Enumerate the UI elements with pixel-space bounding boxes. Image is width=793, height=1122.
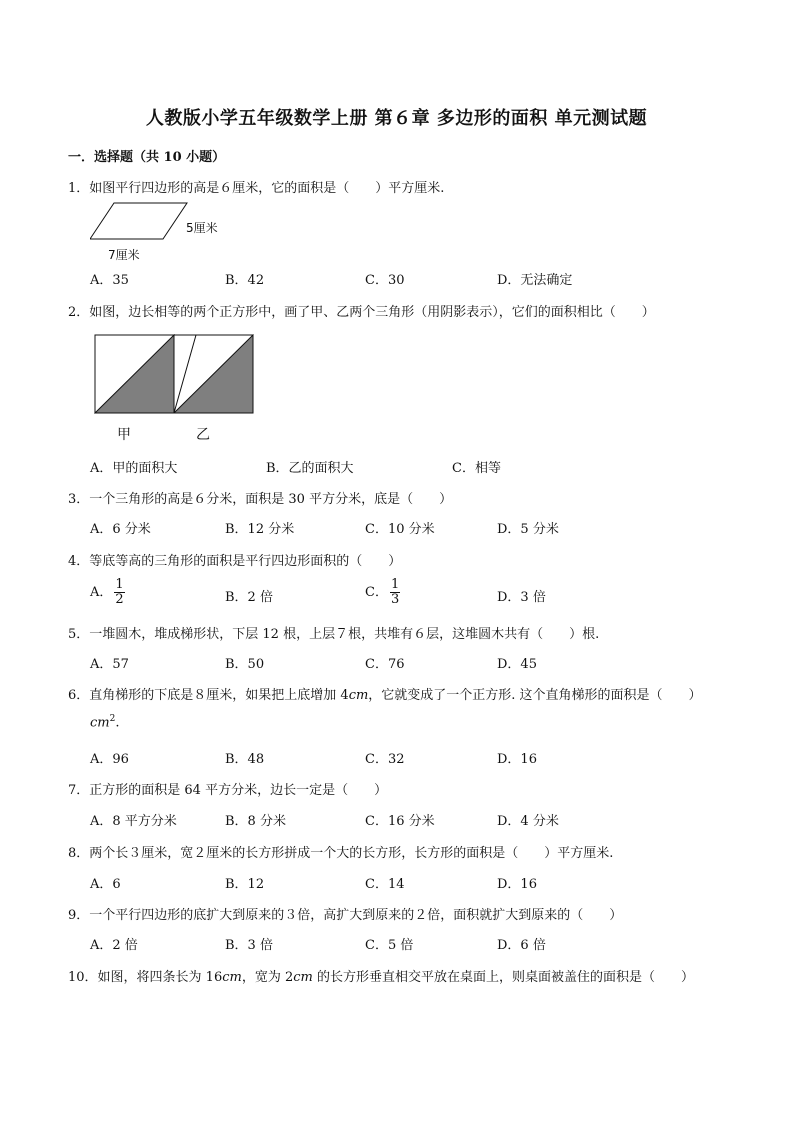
- q6-area-exponent: 2: [109, 714, 116, 724]
- q6-option-c[interactable]: C．32: [365, 752, 405, 767]
- q10-text-part2: ，宽为 2: [241, 970, 294, 985]
- squares-triangles-figure: [94, 334, 256, 416]
- section-heading: 一．选择题（共 10 小题）: [68, 150, 226, 165]
- q4-option-c[interactable]: [365, 578, 400, 607]
- q8-option-a[interactable]: A．6: [90, 877, 121, 892]
- q10-unit-1: cm: [222, 970, 242, 985]
- q6-text-part1: 6．直角梯形的下底是８厘米，如果把上底增加 4: [68, 688, 349, 703]
- q4-option-a-prefix: A．: [90, 585, 113, 600]
- q6-option-d[interactable]: D．16: [497, 752, 537, 767]
- question-9: 9．一个平行四边形的底扩大到原来的３倍，高扩大到原来的２倍，面积就扩大到原来的（ ）: [68, 908, 623, 923]
- question-10: [68, 966, 694, 985]
- q4-option-a[interactable]: [90, 578, 125, 607]
- q10-unit-2: cm: [293, 970, 313, 985]
- question-3: 3．一个三角形的高是６分米，面积是 30 平方分米，底是（ ）: [68, 492, 453, 507]
- q1-option-a[interactable]: A．35: [90, 273, 129, 288]
- q9-option-c[interactable]: C．5 倍: [365, 938, 414, 953]
- question-2: 2．如图，边长相等的两个正方形中，画了甲、乙两个三角形（用阴影表示），它们的面积相比（ ）: [68, 305, 655, 320]
- fraction-denominator: 3: [390, 592, 400, 607]
- q6-text-part2: ，它就变成了一个正方形. 这个直角梯形的面积是（ ）: [368, 688, 702, 703]
- fraction-numerator: 1: [390, 577, 400, 592]
- fraction-one-half: [114, 578, 124, 607]
- q6-option-a[interactable]: A．96: [90, 752, 129, 767]
- q7-option-c[interactable]: C．16 分米: [365, 814, 435, 829]
- q2-option-a[interactable]: A．甲的面积大: [90, 461, 178, 476]
- q6-option-b[interactable]: B．48: [225, 752, 265, 767]
- parallelogram-base-label: 7厘米: [108, 248, 140, 262]
- q10-text-part1: 10．如图，将四条长为 16: [68, 970, 223, 985]
- q5-option-a[interactable]: A．57: [90, 657, 129, 672]
- q6-area-unit: cm: [90, 715, 110, 731]
- q1-option-c[interactable]: C．30: [365, 273, 405, 288]
- q7-option-b[interactable]: B．8 分米: [225, 814, 286, 829]
- label-jia: 甲: [117, 427, 131, 443]
- q8-option-d[interactable]: D．16: [497, 877, 537, 892]
- q9-option-a[interactable]: A．2 倍: [90, 938, 138, 953]
- question-6-line2: [90, 714, 119, 730]
- q1-option-d[interactable]: D．无法确定: [497, 273, 573, 288]
- q6-unit: cm: [348, 688, 369, 703]
- q8-option-b[interactable]: B．12: [225, 877, 265, 892]
- parallelogram-figure: [90, 200, 190, 244]
- q3-option-a[interactable]: A．6 分米: [90, 522, 151, 537]
- triangle-jia: [95, 335, 174, 413]
- parallelogram-side-label: 5厘米: [186, 221, 218, 235]
- fraction-numerator: 1: [115, 577, 124, 592]
- question-1: 1．如图平行四边形的高是６厘米，它的面积是（ ）平方厘米.: [68, 181, 445, 196]
- page-title: 人教版小学五年级数学上册 第６章 多边形的面积 单元测试题: [145, 108, 648, 129]
- q3-option-d[interactable]: D．5 分米: [497, 522, 559, 537]
- q1-option-b[interactable]: B．42: [225, 273, 265, 288]
- q5-option-c[interactable]: C．76: [365, 657, 405, 672]
- label-yi: 乙: [196, 427, 210, 443]
- q4-option-d[interactable]: D．3 倍: [497, 590, 546, 605]
- q9-option-d[interactable]: D．6 倍: [497, 938, 546, 953]
- q3-option-c[interactable]: C．10 分米: [365, 522, 435, 537]
- q8-option-c[interactable]: C．14: [365, 877, 405, 892]
- question-8: 8．两个长３厘米，宽２厘米的长方形拼成一个大的长方形，长方形的面积是（ ）平方厘米.: [68, 846, 614, 861]
- q4-option-c-prefix: C．: [365, 585, 388, 600]
- q9-option-b[interactable]: B．3 倍: [225, 938, 273, 953]
- q7-option-d[interactable]: D．4 分米: [497, 814, 559, 829]
- q6-line2-end: .: [115, 715, 120, 731]
- question-7: 7．正方形的面积是 64 平方分米，边长一定是（ ）: [68, 783, 388, 798]
- fraction-denominator: 2: [115, 592, 124, 607]
- q10-text-part3: 的长方形垂直相交平放在桌面上，则桌面被盖住的面积是（ ）: [312, 970, 694, 985]
- q4-option-b[interactable]: B．2 倍: [225, 590, 273, 605]
- q2-option-c[interactable]: C．相等: [452, 461, 501, 476]
- question-4: 4．等底等高的三角形的面积是平行四边形面积的（ ）: [68, 554, 402, 569]
- q5-option-d[interactable]: D．45: [497, 657, 537, 672]
- q3-option-b[interactable]: B．12 分米: [225, 522, 295, 537]
- question-6: [68, 684, 702, 703]
- q5-option-b[interactable]: B．50: [225, 657, 265, 672]
- q2-option-b[interactable]: B．乙的面积大: [266, 461, 354, 476]
- parallelogram-shape: [90, 203, 187, 239]
- question-5: 5．一堆圆木，堆成梯形状，下层 12 根，上层７根，共堆有６层，这堆圆木共有（ ）根.: [68, 627, 600, 642]
- fraction-one-third: [390, 578, 400, 607]
- q7-option-a[interactable]: A．8 平方分米: [90, 814, 177, 829]
